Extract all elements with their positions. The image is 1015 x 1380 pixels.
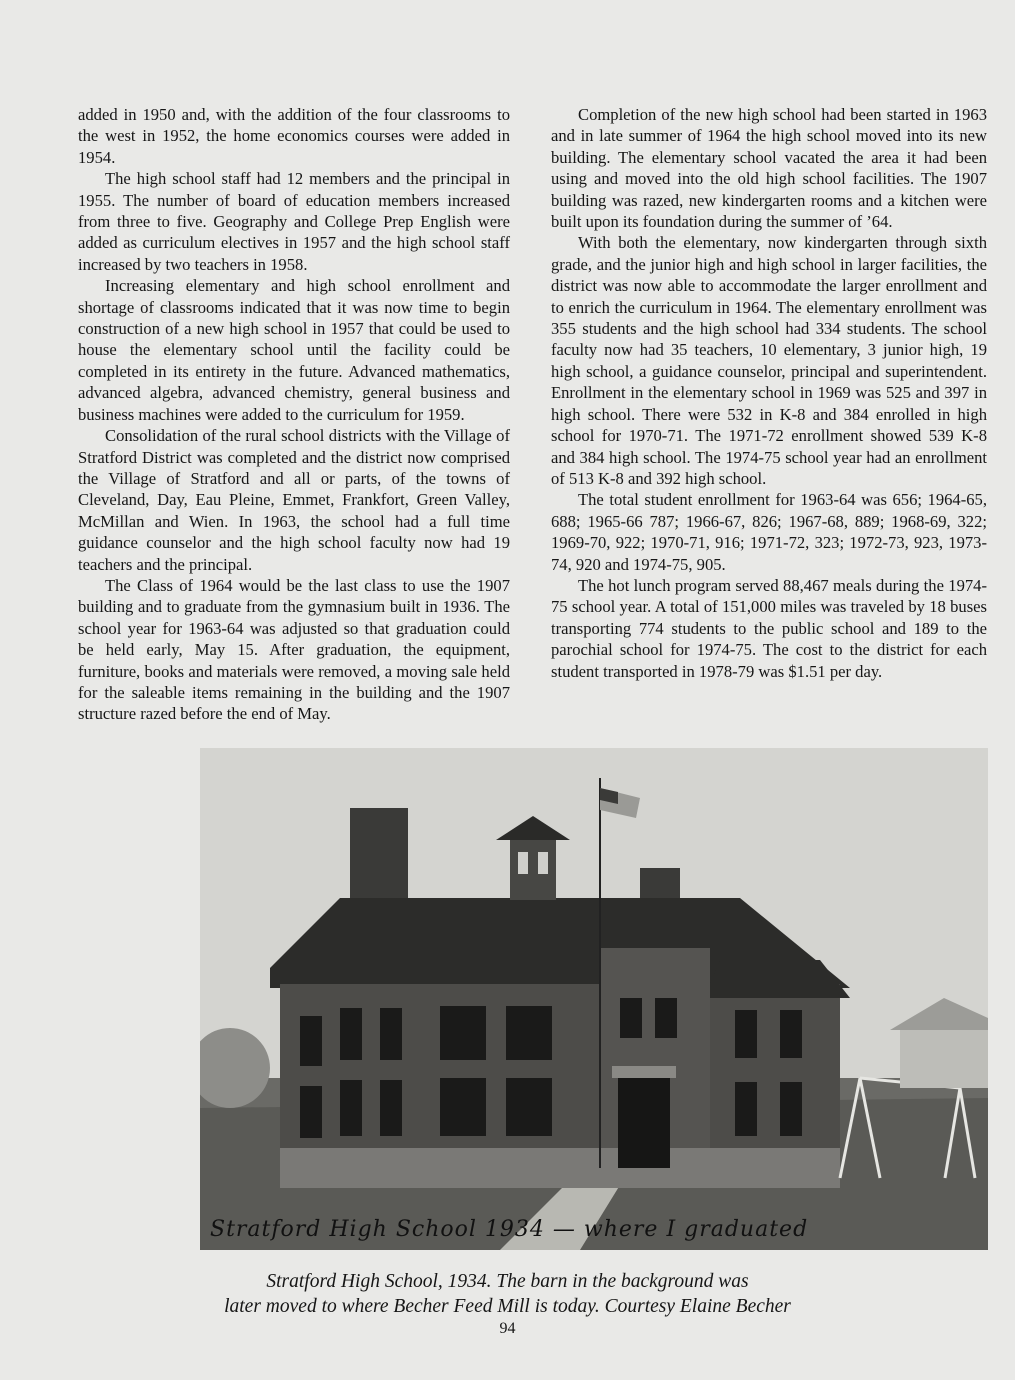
caption-line: Stratford High School, 1934. The barn in the background was (266, 1271, 749, 1292)
school-photograph (200, 748, 988, 1250)
photo-caption (0, 1269, 1015, 1319)
paragraph: The total student enrollment for 1963-64 was 656; 1964-65, 688; 1965-66 787; 1966-67, 826; 1967-68, 889; 1968-69, 322; 1969-70, 922; 1970-71, 916; 1971-72, 323; 1972-73, 923, 1973-74, 920 and 1974-75, 905. (551, 490, 987, 574)
paragraph: The Class of 1964 would be the last class to use the 1907 building and to graduate from the gymnasium built in 1936. The school year for 1963-64 was adjusted so that graduation could be held early, May 15. After graduation, the equipment, furniture, books and materials were removed, a moving sale held for the saleable items remaining in the building and the 1907 structure razed before the end of May. (78, 575, 510, 724)
paragraph: Completion of the new high school had been started in 1963 and in late summer of 1964 the high school moved into its new building. The elementary school vacated the area it had been using and moved into the old high school facilities. The 1907 building was razed, new kindergarten rooms and a kitchen were built upon its foundation during the summer of ’64. (551, 105, 987, 232)
paragraph: added in 1950 and, with the addition of the four classrooms to the west in 1952, the home economics courses were added in 1954. (78, 105, 510, 167)
right-text-column (551, 104, 987, 682)
paragraph: The hot lunch program served 88,467 meals during the 1974-75 school year. A total of 151,000 miles was traveled by 18 buses transporting 774 students to the public school and 189 to the parochial school for 1974-75. The cost to the district for each student transported in 1978-79 was $1.51 per day. (551, 575, 987, 681)
paragraph: Increasing elementary and high school enrollment and shortage of classrooms indicated that it was now time to begin construction of a new high school in 1957 that could be used to house the elementary school until the facility could be completed in its entirety in the future. Advanced mathematics, advanced algebra, advanced chemistry, general business and business machines were added to the curriculum for 1959. (78, 276, 510, 424)
paragraph: With both the elementary, now kindergarten through sixth grade, and the junior high and high school in larger facilities, the district was now able to accommodate the larger enrollment and to enrich the curriculum in 1964. The elementary enrollment was 355 students and the high school had 334 students. The school faculty now had 35 teachers, 10 elementary, 3 junior high, 19 high school, a guidance counselor, principal and superintendent. Enrollment in the elementary school in 1969 was 525 and 397 in high school. There were 532 in K-8 and 384 enrolled in high school for 1970-71. The 1971-72 enrollment showed 539 K-8 and 384 high school. The 1974-75 school year had an enrollment of 513 K-8 and 392 high school. (551, 233, 987, 488)
left-text-column (78, 104, 510, 725)
caption-line: later moved to where Becher Feed Mill is today. Courtesy Elaine Becher (224, 1296, 791, 1317)
photo-inscription: Stratford High School 1934 — where I graduated (210, 1217, 809, 1242)
paragraph: Consolidation of the rural school districts with the Village of Stratford District was completed and the district now comprised the Village of Stratford and all or parts, of the towns of Cleveland, Day, Eau Pleine, Emmet, Frankfort, Green Valley, McMillan and Wien. In 1963, the school had a full time guidance counselor and the high school faculty now had 19 teachers and the principal. (78, 426, 510, 574)
paragraph: The high school staff had 12 members and the principal in 1955. The number of board of education members increased from three to five. Geography and College Prep English were added as curriculum electives in 1957 and the high school staff increased by two teachers in 1958. (78, 169, 510, 274)
page-number: 94 (499, 1320, 516, 1337)
